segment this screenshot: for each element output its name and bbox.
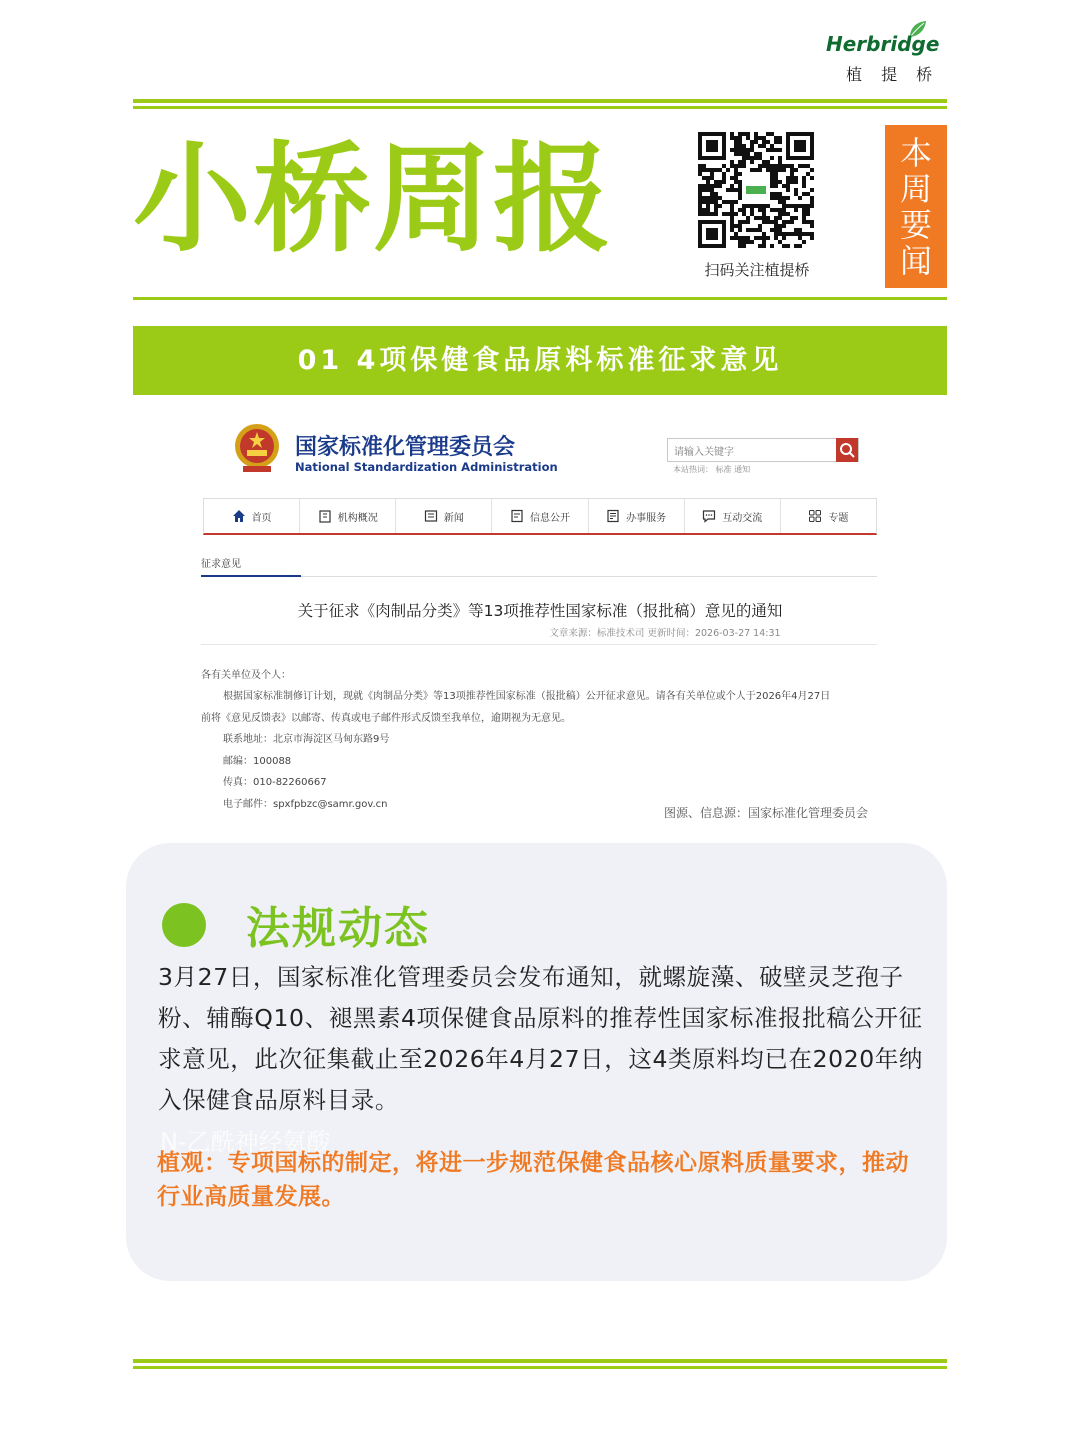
nav-item-services[interactable] xyxy=(589,499,685,533)
notice-body-line: 前将《意见反馈表》以邮寄、传真或电子邮件形式反馈至我单位，逾期视为无意见。 xyxy=(201,713,571,724)
embedded-screenshot xyxy=(195,412,885,827)
regulation-title: 法规动态 xyxy=(246,903,430,954)
nav-label: 互动交流 xyxy=(722,512,763,524)
notice-body-line: 根据国家标准制修订计划，现就《肉制品分类》等13项推荐性国家标准（报批稿）公开征求意见。请各有关单位或个人于2026年4月27日 xyxy=(223,691,831,702)
breadcrumb-divider xyxy=(201,576,877,577)
notice-body-line: 电子邮件：spxfpbzc@samr.gov.cn xyxy=(223,799,388,810)
notice-title: 关于征求《肉制品分类》等13项推荐性国家标准（报批稿）意见的通知 xyxy=(297,602,783,620)
org-name-en: National Standardization Administration xyxy=(295,460,558,474)
chat-icon xyxy=(702,509,716,523)
search-icon xyxy=(836,438,858,462)
qr-code-icon[interactable] xyxy=(698,132,814,248)
notice-body-line: 传真：010-82260667 xyxy=(223,777,327,788)
brand-logo xyxy=(826,20,946,84)
faded-text: N-乙酰神经氨酸 xyxy=(160,1128,331,1156)
nav-item-home[interactable] xyxy=(204,499,300,533)
notice-body-line: 邮编：100088 xyxy=(223,756,292,767)
nav-label: 机构概况 xyxy=(337,512,378,524)
form-icon xyxy=(606,509,620,523)
top-divider xyxy=(133,99,947,109)
nav-item-news[interactable] xyxy=(396,499,492,533)
building-icon xyxy=(318,509,332,523)
breadcrumb-underline xyxy=(201,575,301,577)
image-source: 图源、信息源：国家标准化管理委员会 xyxy=(664,806,869,820)
nav-item-disclosure[interactable] xyxy=(492,499,588,533)
weekly-news-tag-label: 本周要闻 xyxy=(899,134,932,280)
notice-body-line: 联系地址：北京市海淀区马甸东路9号 xyxy=(223,734,390,745)
nav-label: 专题 xyxy=(828,512,849,524)
nav-item-about[interactable] xyxy=(300,499,396,533)
news-icon xyxy=(424,509,438,523)
site-search-button[interactable] xyxy=(836,438,858,462)
nav-label: 新闻 xyxy=(443,512,464,524)
regulation-body: 3月27日，国家标准化管理委员会发布通知，就螺旋藻、破壁灵芝孢子粉、辅酶Q10、褪黑素4项保健食品原料的推荐性国家标准报批稿公开征求意见，此次征集截止至2026年4月27日，这4类原料均已在2020年纳入保健食品原料目录。 xyxy=(158,963,924,1114)
notice-divider xyxy=(201,644,877,645)
bottom-divider xyxy=(133,1359,947,1369)
hot-keywords: 本站热词： 标准 通知 xyxy=(673,465,751,474)
page-title: 小桥周报 xyxy=(133,130,614,268)
grid-icon xyxy=(808,509,822,523)
nav-item-topics[interactable] xyxy=(781,499,876,533)
brand-name: Herbridge xyxy=(826,32,940,56)
section-heading: 01 4项保健食品原料标准征求意见 xyxy=(133,326,947,395)
title-divider xyxy=(133,297,947,300)
qr-caption: 扫码关注植提桥 xyxy=(704,261,810,279)
bullet-dot-icon xyxy=(162,903,206,947)
org-name-cn: 国家标准化管理委员会 xyxy=(295,435,516,460)
national-emblem-icon xyxy=(233,422,281,474)
site-search-placeholder: 请输入关键字 xyxy=(674,447,734,458)
nav-label: 首页 xyxy=(251,512,272,524)
notice-body-line: 各有关单位及个人： xyxy=(201,670,291,681)
nav-item-interaction[interactable] xyxy=(685,499,781,533)
editor-comment: 植观：专项国标的制定，将进一步规范保健食品核心原料质量要求，推动行业高质量发展。 xyxy=(157,1150,909,1210)
notice-meta: 文章来源：标准技术司 更新时间：2026-03-27 14:31 xyxy=(549,628,781,639)
home-icon xyxy=(232,509,246,523)
site-nav xyxy=(203,498,877,535)
weekly-news-tag xyxy=(885,125,947,288)
brand-name-cn: 植 提 桥 xyxy=(846,65,940,84)
site-search-input[interactable] xyxy=(667,438,859,462)
breadcrumb[interactable]: 征求意见 xyxy=(201,559,241,570)
nav-label: 信息公开 xyxy=(529,512,570,524)
document-icon xyxy=(510,509,524,523)
nav-label: 办事服务 xyxy=(626,512,667,524)
